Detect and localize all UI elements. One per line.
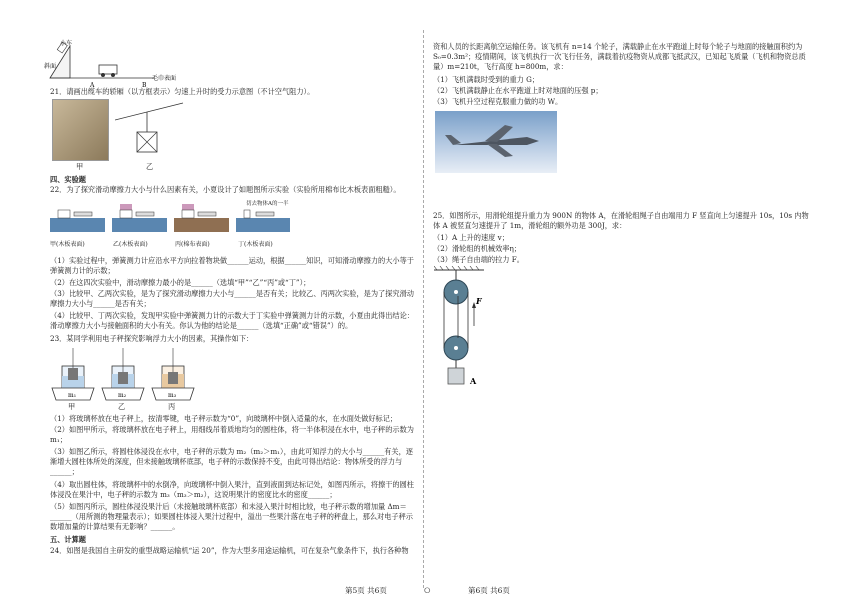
q22-1: （1）实验过程中，弹簧测力计应沿水平方向拉着物块做______运动，根据______知识，可知滑动摩擦力的大小等于弹簧测力计的示数； — [50, 256, 414, 275]
cable-car-diagram — [115, 98, 185, 160]
q25-1: （1）A 上升的速度 v； — [433, 233, 509, 242]
surface-label: 毛巾表面 — [152, 75, 177, 82]
m1-label: m₁ — [68, 392, 77, 399]
fig-jia-label: 甲 — [76, 162, 84, 171]
cable-car-photo — [52, 99, 109, 161]
binding-mark: ⭘ — [424, 586, 431, 595]
slope-label: 斜面 — [44, 63, 57, 70]
q24-continued: 资和人员的长距离航空运输任务。该飞机有 n=14 个轮子，满载静止在水平跑道上时每个轮子与地面的接触面积约为 S₀=0.3m²；疫情期间，该飞机执行一次飞行任务，满载着抗疫物资从成都飞抵武汉，已知起飞质量（飞机和物资总质量）m=210t，飞行高度 h=800m，求： — [433, 42, 806, 71]
q23-2: （2）如图甲所示，将玻璃杯放在电子秤上，用细线吊着质地均匀的圆柱体，将一半体积浸在水中，电子秤的示数为 m₁； — [50, 425, 417, 444]
cart-label: 小车 — [60, 40, 73, 47]
electronic-scale-figure — [50, 348, 200, 406]
q23-5: （5）如图丙所示，圆柱体浸没果汁后（未接触玻璃杯底部）和未浸入果汁时相比较，电子秤示数的增加量 Δm＝______（用所测的物理量表示）；如果圆柱体浸入果汁过程中，溢出一些果汁落在电子秤的秤盘上，那么对电子秤示数增加量的计算结果有无影响？______。 — [50, 502, 413, 531]
point-a: A — [90, 82, 95, 88]
section-5-heading: 五、计算题 — [50, 535, 86, 544]
left-footer: 第5页 共6页 — [345, 586, 387, 595]
m3-label: m₃ — [168, 392, 177, 399]
q22-text: 22．为了探究滑动摩擦力大小与什么因素有关，小夏设计了如题图所示实验（实验所用棉布比木板表面粗糙）。 — [50, 185, 401, 194]
q25-text: 25．如图所示，用滑轮组提升重力为 900N 的物体 A，在滑轮组绳子自由端用力 F 竖直向上匀速提升 10s，10s 内物体 A 被竖直匀速提升了 1m，滑轮组的额外功是 300J，求： — [433, 211, 809, 230]
fig-c-label: 丙(棉布表面) — [175, 241, 210, 248]
fig-a-label: 甲(木板表面) — [50, 241, 85, 248]
fig23-yi: 乙 — [118, 402, 126, 411]
section-4-heading: 四、实验题 — [50, 175, 86, 184]
fig-note-label: 切去物体A的一半 — [246, 201, 289, 207]
fig-d-label: 丁(木板表面) — [238, 241, 273, 248]
m2-label: m₂ — [118, 392, 127, 399]
q24-2: （2）飞机满载静止在水平跑道上时对地面的压强 p； — [433, 86, 603, 95]
q23-4: （4）取出圆柱体，将玻璃杯中的水倒净，向玻璃杯中倒入果汁，直到液面到达标记处，如图丙所示，将擦干的圆柱体浸没在果汁中，电子秤的示数为 m₃（m₃＞m₂），这说明果汁的密度比水的密度______； — [50, 480, 414, 499]
q23-1: （1）将玻璃杯放在电子秤上，按清零键，电子秤示数为“0”，向玻璃杯中倒入适量的水，在水面处做好标记； — [50, 414, 398, 423]
right-page — [428, 0, 860, 608]
q23-text: 23．某同学利用电子秤探究影响浮力大小的因素，其操作如下： — [50, 334, 254, 343]
object-a-label: A — [470, 376, 477, 386]
pulley-system-figure — [434, 266, 504, 392]
fig23-bing: 丙 — [168, 402, 176, 411]
transport-plane-photo — [435, 111, 557, 173]
fig23-jia: 甲 — [68, 402, 76, 411]
q25-2: （2）滑轮组的机械效率η； — [433, 244, 521, 253]
q23-3: （3）如图乙所示，将圆柱体浸没在水中，电子秤的示数为 m₂（m₂＞m₁），由此可知浮力的大小与______有关，逐渐增大圆柱体所处的深度，但未接触玻璃杯底部，电子秤的示数保持不变，由此可得出结论：物体所受的浮力与______； — [50, 447, 413, 476]
fig-b-label: 乙(木板表面) — [113, 241, 148, 248]
fig-yi-label: 乙 — [146, 162, 154, 171]
q24-1: （1）飞机满载时受到的重力 G； — [433, 75, 540, 84]
page-divider — [423, 30, 424, 588]
q21-text: 21．请画出缆车的轿厢（以方框表示）匀速上升时的受力示意图（不计空气阻力）。 — [50, 87, 315, 96]
slope-cart-figure — [44, 38, 194, 88]
plane-icon — [435, 111, 557, 173]
left-page — [0, 0, 425, 608]
right-footer: 第6页 共6页 — [468, 586, 510, 595]
q22-4: （4）比较甲、丁两次实验，发现甲实验中弹簧测力计的示数大于丁实验中弹簧测力计的示数，小夏由此得出结论：滑动摩擦力大小与接触面积的大小有关。你认为他的结论是______（选填“正确”或“错误”）的。 — [50, 311, 414, 330]
q22-2: （2）在这四次实验中，滑动摩擦力最小的是______（选填“甲”“乙”“丙”或“丁”）； — [50, 278, 311, 287]
point-b: B — [142, 82, 147, 88]
q25-3: （3）绳子自由端的拉力 F。 — [433, 255, 524, 264]
q24-3: （3）飞机升空过程克服重力做的功 W。 — [433, 97, 563, 106]
force-f-label: F — [476, 296, 482, 306]
q24-text: 24．如图是我国自主研发的重型战略运输机“运 20”，作为大型多用途运输机，可在复杂气象条件下，执行各种物 — [50, 546, 409, 555]
q22-3: （3）比较甲、乙两次实验，是为了探究滑动摩擦力大小与______是否有关；比较乙、丙两次实验，是为了探究滑动摩擦力大小与______是否有关； — [50, 289, 414, 308]
